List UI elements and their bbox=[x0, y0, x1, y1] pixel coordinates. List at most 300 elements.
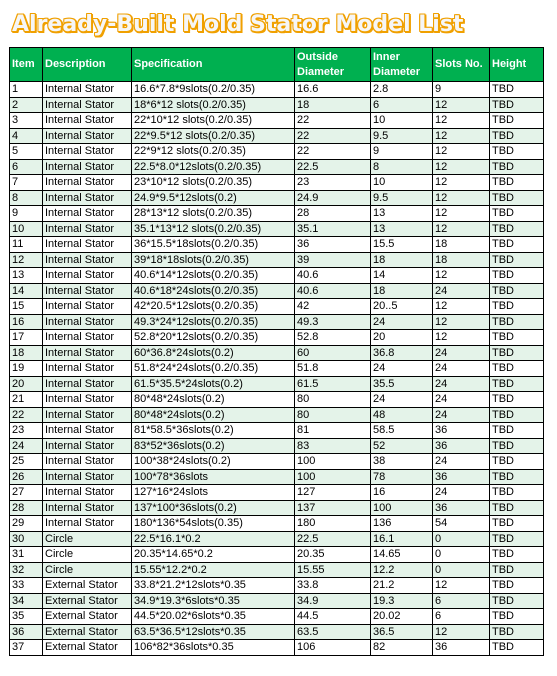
cell-outside-diameter: 52.8 bbox=[295, 330, 371, 346]
cell-specification: 20.35*14.65*0.2 bbox=[132, 547, 295, 563]
cell-height: TBD bbox=[490, 190, 544, 206]
stator-model-table bbox=[9, 47, 544, 656]
cell-outside-diameter: 127 bbox=[295, 485, 371, 501]
cell-height: TBD bbox=[490, 361, 544, 377]
cell-inner-diameter: 82 bbox=[371, 640, 433, 656]
cell-specification: 44.5*20.02*6slots*0.35 bbox=[132, 609, 295, 625]
table-row bbox=[10, 423, 544, 439]
cell-slots-no: 12 bbox=[433, 624, 490, 640]
cell-description: Internal Stator bbox=[43, 283, 132, 299]
cell-slots-no: 36 bbox=[433, 438, 490, 454]
cell-specification: 22*10*12 slots(0.2/0.35) bbox=[132, 113, 295, 129]
cell-inner-diameter: 21.2 bbox=[371, 578, 433, 594]
table-row bbox=[10, 376, 544, 392]
cell-outside-diameter: 49.3 bbox=[295, 314, 371, 330]
cell-item: 9 bbox=[10, 206, 43, 222]
cell-item: 18 bbox=[10, 345, 43, 361]
cell-inner-diameter: 136 bbox=[371, 516, 433, 532]
cell-item: 13 bbox=[10, 268, 43, 284]
cell-height: TBD bbox=[490, 330, 544, 346]
cell-specification: 35.1*13*12 slots(0.2/0.35) bbox=[132, 221, 295, 237]
cell-outside-diameter: 80 bbox=[295, 392, 371, 408]
table-row bbox=[10, 547, 544, 563]
cell-inner-diameter: 78 bbox=[371, 469, 433, 485]
cell-specification: 106*82*36slots*0.35 bbox=[132, 640, 295, 656]
cell-outside-diameter: 15.55 bbox=[295, 562, 371, 578]
table-row bbox=[10, 299, 544, 315]
cell-item: 24 bbox=[10, 438, 43, 454]
cell-slots-no: 12 bbox=[433, 144, 490, 160]
cell-height: TBD bbox=[490, 500, 544, 516]
cell-height: TBD bbox=[490, 237, 544, 253]
cell-description: Internal Stator bbox=[43, 454, 132, 470]
cell-specification: 52.8*20*12slots(0.2/0.35) bbox=[132, 330, 295, 346]
table-row bbox=[10, 624, 544, 640]
cell-height: TBD bbox=[490, 175, 544, 191]
cell-item: 12 bbox=[10, 252, 43, 268]
cell-slots-no: 12 bbox=[433, 159, 490, 175]
table-row bbox=[10, 593, 544, 609]
table-row bbox=[10, 516, 544, 532]
table-row bbox=[10, 144, 544, 160]
column-header-description: Description bbox=[43, 48, 132, 82]
cell-inner-diameter: 10 bbox=[371, 113, 433, 129]
cell-item: 10 bbox=[10, 221, 43, 237]
column-header-outside-diameter: Outside Diameter bbox=[295, 48, 371, 82]
cell-item: 25 bbox=[10, 454, 43, 470]
cell-height: TBD bbox=[490, 640, 544, 656]
cell-inner-diameter: 6 bbox=[371, 97, 433, 113]
cell-slots-no: 0 bbox=[433, 531, 490, 547]
cell-inner-diameter: 9 bbox=[371, 144, 433, 160]
cell-specification: 22*9.5*12 slots(0.2/0.35) bbox=[132, 128, 295, 144]
cell-height: TBD bbox=[490, 97, 544, 113]
cell-slots-no: 24 bbox=[433, 392, 490, 408]
cell-specification: 49.3*24*12slots(0.2/0.35) bbox=[132, 314, 295, 330]
cell-specification: 100*38*24slots(0.2) bbox=[132, 454, 295, 470]
cell-height: TBD bbox=[490, 314, 544, 330]
cell-inner-diameter: 12.2 bbox=[371, 562, 433, 578]
cell-specification: 100*78*36slots bbox=[132, 469, 295, 485]
cell-item: 34 bbox=[10, 593, 43, 609]
cell-slots-no: 24 bbox=[433, 407, 490, 423]
table-row bbox=[10, 128, 544, 144]
column-header-specification: Specification bbox=[132, 48, 295, 82]
cell-item: 2 bbox=[10, 97, 43, 113]
cell-outside-diameter: 137 bbox=[295, 500, 371, 516]
cell-slots-no: 24 bbox=[433, 485, 490, 501]
cell-description: Internal Stator bbox=[43, 407, 132, 423]
cell-item: 29 bbox=[10, 516, 43, 532]
cell-specification: 127*16*24slots bbox=[132, 485, 295, 501]
cell-inner-diameter: 20..5 bbox=[371, 299, 433, 315]
column-header-item: Item bbox=[10, 48, 43, 82]
cell-height: TBD bbox=[490, 392, 544, 408]
column-header-inner-diameter: Inner Diameter bbox=[371, 48, 433, 82]
cell-item: 4 bbox=[10, 128, 43, 144]
cell-inner-diameter: 24 bbox=[371, 361, 433, 377]
cell-inner-diameter: 48 bbox=[371, 407, 433, 423]
table-row bbox=[10, 330, 544, 346]
cell-inner-diameter: 9.5 bbox=[371, 190, 433, 206]
table-row bbox=[10, 97, 544, 113]
cell-slots-no: 36 bbox=[433, 469, 490, 485]
cell-item: 6 bbox=[10, 159, 43, 175]
cell-description: Internal Stator bbox=[43, 314, 132, 330]
cell-outside-diameter: 22 bbox=[295, 128, 371, 144]
cell-inner-diameter: 8 bbox=[371, 159, 433, 175]
table-row bbox=[10, 82, 544, 98]
cell-item: 35 bbox=[10, 609, 43, 625]
cell-description: External Stator bbox=[43, 640, 132, 656]
cell-slots-no: 24 bbox=[433, 345, 490, 361]
cell-slots-no: 12 bbox=[433, 330, 490, 346]
cell-item: 17 bbox=[10, 330, 43, 346]
cell-slots-no: 12 bbox=[433, 206, 490, 222]
cell-outside-diameter: 106 bbox=[295, 640, 371, 656]
cell-description: Internal Stator bbox=[43, 392, 132, 408]
cell-specification: 18*6*12 slots(0.2/0.35) bbox=[132, 97, 295, 113]
cell-inner-diameter: 36.8 bbox=[371, 345, 433, 361]
cell-description: Internal Stator bbox=[43, 159, 132, 175]
cell-inner-diameter: 20.02 bbox=[371, 609, 433, 625]
cell-height: TBD bbox=[490, 252, 544, 268]
cell-description: Internal Stator bbox=[43, 190, 132, 206]
cell-slots-no: 12 bbox=[433, 268, 490, 284]
cell-description: Internal Stator bbox=[43, 82, 132, 98]
cell-description: Internal Stator bbox=[43, 361, 132, 377]
cell-description: External Stator bbox=[43, 609, 132, 625]
cell-outside-diameter: 100 bbox=[295, 469, 371, 485]
cell-inner-diameter: 13 bbox=[371, 221, 433, 237]
cell-description: Internal Stator bbox=[43, 376, 132, 392]
cell-slots-no: 24 bbox=[433, 376, 490, 392]
cell-item: 22 bbox=[10, 407, 43, 423]
cell-height: TBD bbox=[490, 82, 544, 98]
cell-outside-diameter: 63.5 bbox=[295, 624, 371, 640]
cell-specification: 61.5*35.5*24slots(0.2) bbox=[132, 376, 295, 392]
cell-specification: 23*10*12 slots(0.2/0.35) bbox=[132, 175, 295, 191]
cell-item: 8 bbox=[10, 190, 43, 206]
cell-inner-diameter: 20 bbox=[371, 330, 433, 346]
table-row bbox=[10, 314, 544, 330]
cell-outside-diameter: 40.6 bbox=[295, 283, 371, 299]
cell-outside-diameter: 80 bbox=[295, 407, 371, 423]
cell-outside-diameter: 180 bbox=[295, 516, 371, 532]
cell-height: TBD bbox=[490, 128, 544, 144]
cell-specification: 42*20.5*12slots(0.2/0.35) bbox=[132, 299, 295, 315]
table-row bbox=[10, 469, 544, 485]
cell-outside-diameter: 28 bbox=[295, 206, 371, 222]
page-title: Already-Built Mold Stator Model List bbox=[12, 12, 464, 37]
cell-height: TBD bbox=[490, 578, 544, 594]
cell-outside-diameter: 34.9 bbox=[295, 593, 371, 609]
cell-description: Internal Stator bbox=[43, 128, 132, 144]
cell-description: Internal Stator bbox=[43, 97, 132, 113]
cell-description: Circle bbox=[43, 547, 132, 563]
cell-description: Internal Stator bbox=[43, 206, 132, 222]
cell-description: Circle bbox=[43, 531, 132, 547]
cell-item: 33 bbox=[10, 578, 43, 594]
cell-description: External Stator bbox=[43, 593, 132, 609]
cell-outside-diameter: 83 bbox=[295, 438, 371, 454]
cell-outside-diameter: 36 bbox=[295, 237, 371, 253]
cell-specification: 51.8*24*24slots(0.2/0.35) bbox=[132, 361, 295, 377]
cell-inner-diameter: 2.8 bbox=[371, 82, 433, 98]
cell-inner-diameter: 16 bbox=[371, 485, 433, 501]
cell-outside-diameter: 22.5 bbox=[295, 531, 371, 547]
cell-description: Internal Stator bbox=[43, 252, 132, 268]
cell-item: 37 bbox=[10, 640, 43, 656]
cell-item: 11 bbox=[10, 237, 43, 253]
cell-description: Internal Stator bbox=[43, 516, 132, 532]
cell-item: 14 bbox=[10, 283, 43, 299]
cell-slots-no: 0 bbox=[433, 547, 490, 563]
cell-specification: 24.9*9.5*12slots(0.2) bbox=[132, 190, 295, 206]
cell-description: Internal Stator bbox=[43, 144, 132, 160]
cell-item: 31 bbox=[10, 547, 43, 563]
cell-slots-no: 36 bbox=[433, 500, 490, 516]
cell-slots-no: 36 bbox=[433, 640, 490, 656]
cell-slots-no: 12 bbox=[433, 175, 490, 191]
cell-description: External Stator bbox=[43, 578, 132, 594]
table-row bbox=[10, 206, 544, 222]
cell-slots-no: 12 bbox=[433, 97, 490, 113]
cell-slots-no: 12 bbox=[433, 113, 490, 129]
cell-description: Internal Stator bbox=[43, 330, 132, 346]
cell-slots-no: 18 bbox=[433, 237, 490, 253]
cell-slots-no: 12 bbox=[433, 299, 490, 315]
cell-specification: 22.5*8.0*12slots(0.2/0.35) bbox=[132, 159, 295, 175]
cell-outside-diameter: 44.5 bbox=[295, 609, 371, 625]
cell-specification: 39*18*18slots(0.2/0.35) bbox=[132, 252, 295, 268]
cell-outside-diameter: 22 bbox=[295, 144, 371, 160]
table-row bbox=[10, 562, 544, 578]
table-body bbox=[10, 82, 544, 656]
cell-outside-diameter: 42 bbox=[295, 299, 371, 315]
cell-description: Internal Stator bbox=[43, 438, 132, 454]
cell-inner-diameter: 16.1 bbox=[371, 531, 433, 547]
cell-inner-diameter: 19.3 bbox=[371, 593, 433, 609]
cell-description: Internal Stator bbox=[43, 299, 132, 315]
cell-specification: 22.5*16.1*0.2 bbox=[132, 531, 295, 547]
cell-specification: 33.8*21.2*12slots*0.35 bbox=[132, 578, 295, 594]
table-row bbox=[10, 407, 544, 423]
cell-slots-no: 12 bbox=[433, 128, 490, 144]
cell-slots-no: 12 bbox=[433, 578, 490, 594]
table-row bbox=[10, 578, 544, 594]
cell-specification: 137*100*36slots(0.2) bbox=[132, 500, 295, 516]
cell-outside-diameter: 40.6 bbox=[295, 268, 371, 284]
cell-inner-diameter: 24 bbox=[371, 314, 433, 330]
table-row bbox=[10, 268, 544, 284]
table-row bbox=[10, 190, 544, 206]
cell-slots-no: 6 bbox=[433, 609, 490, 625]
cell-inner-diameter: 100 bbox=[371, 500, 433, 516]
cell-slots-no: 24 bbox=[433, 283, 490, 299]
cell-specification: 81*58.5*36slots(0.2) bbox=[132, 423, 295, 439]
cell-item: 23 bbox=[10, 423, 43, 439]
cell-height: TBD bbox=[490, 547, 544, 563]
cell-outside-diameter: 22.5 bbox=[295, 159, 371, 175]
cell-height: TBD bbox=[490, 438, 544, 454]
cell-height: TBD bbox=[490, 593, 544, 609]
cell-item: 30 bbox=[10, 531, 43, 547]
cell-outside-diameter: 33.8 bbox=[295, 578, 371, 594]
cell-outside-diameter: 22 bbox=[295, 113, 371, 129]
cell-description: Internal Stator bbox=[43, 423, 132, 439]
table-header-row bbox=[10, 48, 544, 82]
cell-inner-diameter: 10 bbox=[371, 175, 433, 191]
cell-specification: 60*36.8*24slots(0.2) bbox=[132, 345, 295, 361]
cell-outside-diameter: 51.8 bbox=[295, 361, 371, 377]
cell-height: TBD bbox=[490, 407, 544, 423]
cell-specification: 36*15.5*18slots(0.2/0.35) bbox=[132, 237, 295, 253]
cell-height: TBD bbox=[490, 423, 544, 439]
cell-item: 21 bbox=[10, 392, 43, 408]
cell-item: 36 bbox=[10, 624, 43, 640]
cell-outside-diameter: 61.5 bbox=[295, 376, 371, 392]
cell-height: TBD bbox=[490, 159, 544, 175]
cell-specification: 40.6*14*12slots(0.2/0.35) bbox=[132, 268, 295, 284]
cell-height: TBD bbox=[490, 376, 544, 392]
cell-description: Internal Stator bbox=[43, 221, 132, 237]
table-row bbox=[10, 454, 544, 470]
table-row bbox=[10, 609, 544, 625]
cell-slots-no: 54 bbox=[433, 516, 490, 532]
cell-height: TBD bbox=[490, 268, 544, 284]
table-row bbox=[10, 175, 544, 191]
cell-height: TBD bbox=[490, 454, 544, 470]
table-row bbox=[10, 159, 544, 175]
cell-height: TBD bbox=[490, 469, 544, 485]
cell-description: Internal Stator bbox=[43, 268, 132, 284]
cell-specification: 28*13*12 slots(0.2/0.35) bbox=[132, 206, 295, 222]
cell-item: 5 bbox=[10, 144, 43, 160]
cell-item: 27 bbox=[10, 485, 43, 501]
cell-height: TBD bbox=[490, 113, 544, 129]
cell-outside-diameter: 16.6 bbox=[295, 82, 371, 98]
cell-inner-diameter: 18 bbox=[371, 283, 433, 299]
cell-specification: 34.9*19.3*6slots*0.35 bbox=[132, 593, 295, 609]
cell-item: 20 bbox=[10, 376, 43, 392]
cell-height: TBD bbox=[490, 206, 544, 222]
cell-slots-no: 36 bbox=[433, 423, 490, 439]
cell-outside-diameter: 60 bbox=[295, 345, 371, 361]
cell-outside-diameter: 100 bbox=[295, 454, 371, 470]
cell-description: Internal Stator bbox=[43, 345, 132, 361]
cell-outside-diameter: 81 bbox=[295, 423, 371, 439]
cell-inner-diameter: 24 bbox=[371, 392, 433, 408]
cell-inner-diameter: 58.5 bbox=[371, 423, 433, 439]
cell-inner-diameter: 18 bbox=[371, 252, 433, 268]
cell-inner-diameter: 9.5 bbox=[371, 128, 433, 144]
cell-inner-diameter: 52 bbox=[371, 438, 433, 454]
cell-slots-no: 24 bbox=[433, 454, 490, 470]
table-row bbox=[10, 113, 544, 129]
table-row bbox=[10, 392, 544, 408]
cell-slots-no: 6 bbox=[433, 593, 490, 609]
cell-slots-no: 12 bbox=[433, 314, 490, 330]
cell-item: 16 bbox=[10, 314, 43, 330]
cell-height: TBD bbox=[490, 283, 544, 299]
table-row bbox=[10, 237, 544, 253]
cell-slots-no: 24 bbox=[433, 361, 490, 377]
cell-description: External Stator bbox=[43, 624, 132, 640]
cell-description: Circle bbox=[43, 562, 132, 578]
cell-slots-no: 12 bbox=[433, 190, 490, 206]
column-header-slots-no: Slots No. bbox=[433, 48, 490, 82]
cell-specification: 83*52*36slots(0.2) bbox=[132, 438, 295, 454]
cell-height: TBD bbox=[490, 345, 544, 361]
cell-slots-no: 9 bbox=[433, 82, 490, 98]
cell-height: TBD bbox=[490, 624, 544, 640]
cell-height: TBD bbox=[490, 516, 544, 532]
cell-description: Internal Stator bbox=[43, 500, 132, 516]
cell-specification: 63.5*36.5*12slots*0.35 bbox=[132, 624, 295, 640]
cell-slots-no: 18 bbox=[433, 252, 490, 268]
cell-description: Internal Stator bbox=[43, 113, 132, 129]
table-row bbox=[10, 531, 544, 547]
cell-item: 28 bbox=[10, 500, 43, 516]
cell-height: TBD bbox=[490, 299, 544, 315]
table-row bbox=[10, 500, 544, 516]
cell-item: 1 bbox=[10, 82, 43, 98]
cell-slots-no: 12 bbox=[433, 221, 490, 237]
cell-height: TBD bbox=[490, 531, 544, 547]
table-row bbox=[10, 221, 544, 237]
cell-description: Internal Stator bbox=[43, 469, 132, 485]
table-row bbox=[10, 252, 544, 268]
cell-slots-no: 0 bbox=[433, 562, 490, 578]
cell-description: Internal Stator bbox=[43, 175, 132, 191]
table-row bbox=[10, 485, 544, 501]
table-row bbox=[10, 640, 544, 656]
cell-height: TBD bbox=[490, 485, 544, 501]
cell-item: 26 bbox=[10, 469, 43, 485]
cell-inner-diameter: 14.65 bbox=[371, 547, 433, 563]
table-row bbox=[10, 345, 544, 361]
cell-height: TBD bbox=[490, 609, 544, 625]
cell-inner-diameter: 13 bbox=[371, 206, 433, 222]
cell-item: 19 bbox=[10, 361, 43, 377]
cell-outside-diameter: 20.35 bbox=[295, 547, 371, 563]
cell-specification: 16.6*7.8*9slots(0.2/0.35) bbox=[132, 82, 295, 98]
cell-item: 3 bbox=[10, 113, 43, 129]
cell-inner-diameter: 35.5 bbox=[371, 376, 433, 392]
cell-inner-diameter: 38 bbox=[371, 454, 433, 470]
cell-specification: 80*48*24slots(0.2) bbox=[132, 392, 295, 408]
table-row bbox=[10, 283, 544, 299]
table-row bbox=[10, 361, 544, 377]
cell-inner-diameter: 15.5 bbox=[371, 237, 433, 253]
cell-specification: 40.6*18*24slots(0.2/0.35) bbox=[132, 283, 295, 299]
cell-inner-diameter: 36.5 bbox=[371, 624, 433, 640]
cell-outside-diameter: 24.9 bbox=[295, 190, 371, 206]
cell-outside-diameter: 35.1 bbox=[295, 221, 371, 237]
cell-specification: 180*136*54slots(0.35) bbox=[132, 516, 295, 532]
cell-specification: 15.55*12.2*0.2 bbox=[132, 562, 295, 578]
cell-height: TBD bbox=[490, 562, 544, 578]
cell-inner-diameter: 14 bbox=[371, 268, 433, 284]
column-header-height: Height bbox=[490, 48, 544, 82]
cell-height: TBD bbox=[490, 221, 544, 237]
table-row bbox=[10, 438, 544, 454]
cell-item: 15 bbox=[10, 299, 43, 315]
cell-item: 7 bbox=[10, 175, 43, 191]
cell-height: TBD bbox=[490, 144, 544, 160]
cell-outside-diameter: 18 bbox=[295, 97, 371, 113]
